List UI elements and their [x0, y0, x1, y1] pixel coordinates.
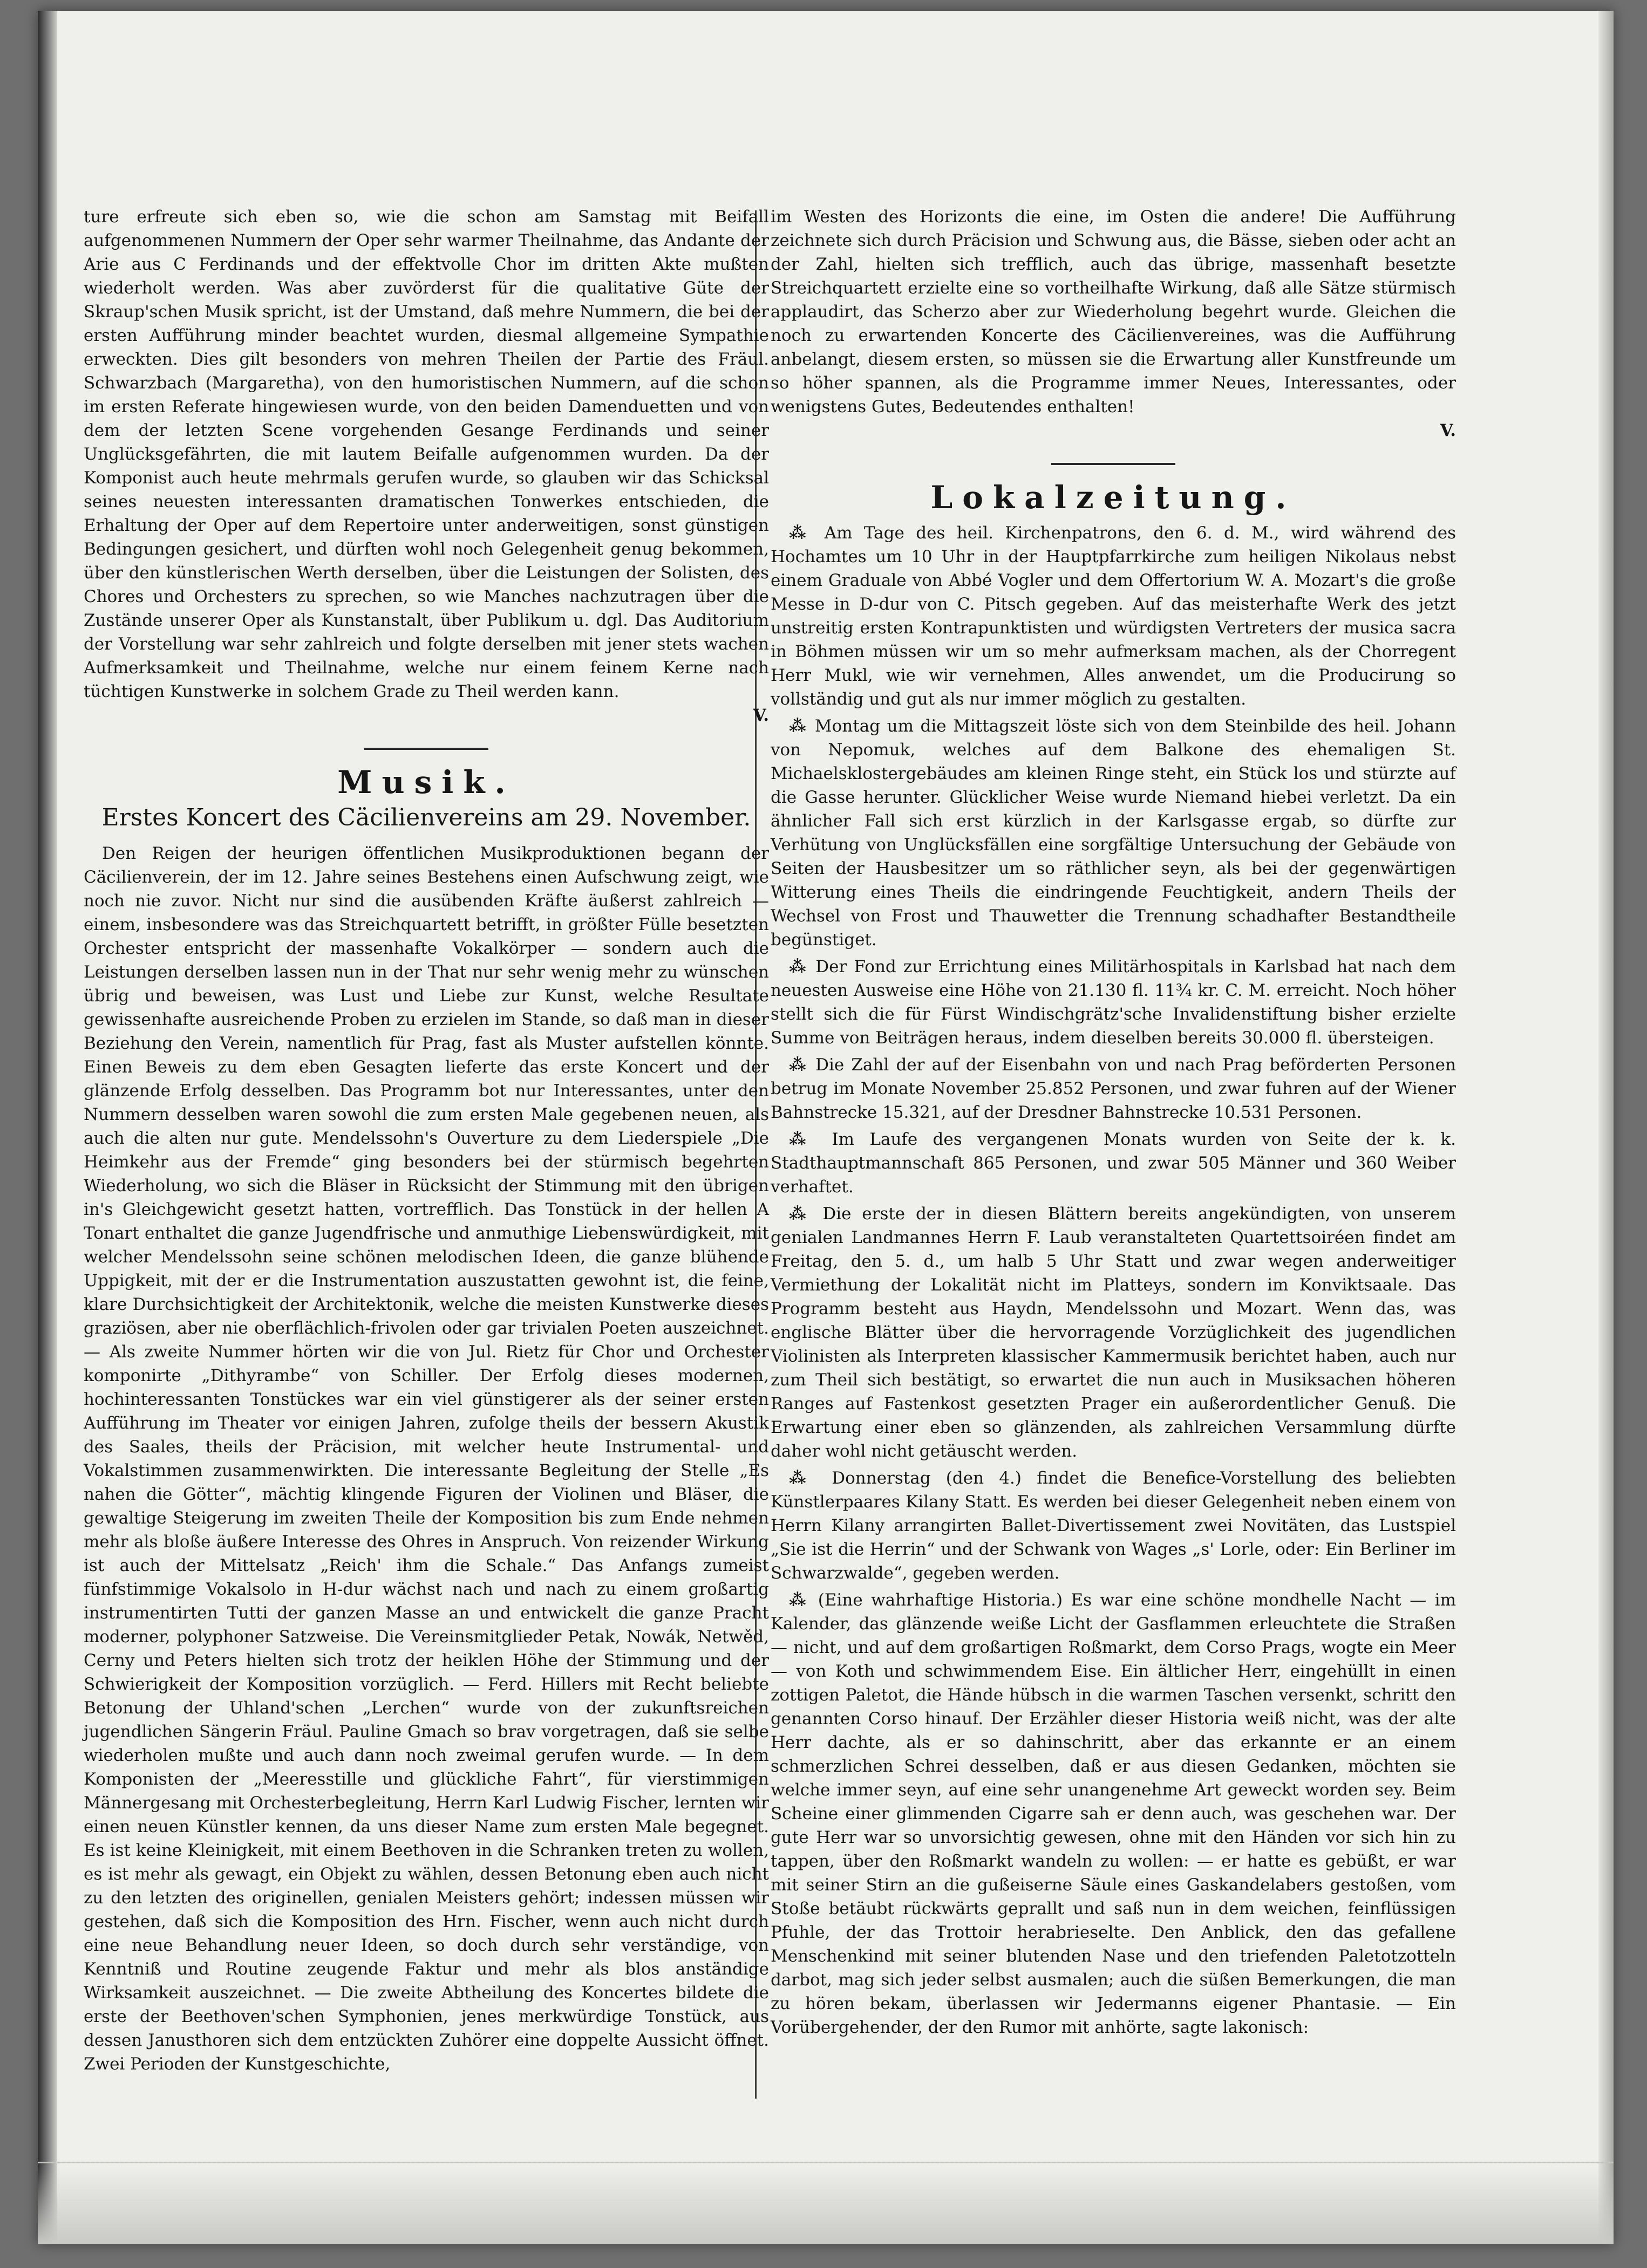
opera-review-continuation: ture erfreute sich eben so, wie die schon am Samstag mit Beifall aufgenommenen Nummern der Oper sehr warmer Theilnahme, das Andante der Arie aus C Ferdinands und der effektvolle Chor im dritten Akte mußten wiederholt werden. Was aber zuvörderst für die qualitative Güte der Skraup'schen Musik spricht, ist der Umstand, daß mehre Nummern, die bei der ersten Aufführung minder beachtet wurden, diesmal allgemeine Sympathie erweckten. Dies gilt besonders von mehren Theilen der Partie des Fräul. Schwarzbach (Margaretha), von den humoristischen Nummern, auf die schon im ersten Referate hingewiesen wurde, von den beiden Damenduetten und von dem der letzten Scene vorgehenden Gesange Ferdinands und seiner Unglücksgefährten, die mit lautem Beifalle aufgenommen wurden. Da der Komponist auch heute mehrmals gerufen wurde, so glauben wir das Schicksal seines neuesten interessanten dramatischen Tonwerkes entschieden, die Erhaltung der Oper auf dem Repertoire unter anderweitigen, sonst günstigen Bedingungen gesichert, und dürften wohl noch Gelegenheit genug bekommen, über den künstlerischen Werth derselben, über die Leistungen der Solisten, des Chores und Orchesters zu sprechen, so wie Manches nachzutragen über die Zustände unserer Oper als Kunstanstalt, über Publikum u. dgl. Das Auditorium der Vorstellung war sehr zahlreich und folgte derselben mit jener stets wachen Aufmerksamkeit und Theilnahme, welche nur einem feinem Kerne nach tüchtigen Kunstwerke in solchem Grade zu Theil werden kann. — [84, 207, 769, 701]
asterism-icon: ⁂ — [789, 523, 825, 543]
asterism-icon: ⁂ — [789, 1468, 832, 1488]
news-item: ⁂ Die Zahl der auf der Eisenbahn von und nach Prag beförderten Personen betrug im Monate November 25.852 Personen, und zwar fuhren auf der Wiener Bahnstrecke 15.321, auf der Dresdner Bahnstrecke 10.531 Personen. — [771, 1055, 1456, 1122]
concert-article-signature: V. — [1440, 421, 1456, 440]
music-section-title: Musik. — [337, 764, 515, 801]
concert-article-body: Den Reigen der heurigen öffentlichen Musikproduktionen begann der Cäcilienverein, der im 12. Jahre seines Bestehens einen Aufschwung zeigt, wie noch nie zuvor. Nicht nur sind die ausübenden Kräfte äußerst zahlreich — einem, insbesondere was das Streichquartett betrifft, in größter Fülle besetzten Orchester entspricht der massenhafte Vokalkörper — sondern auch die Leistungen derselben lassen nun in der That nur sehr wenig mehr zu wünschen übrig und beweisen, was Lust und Liebe zur Kunst, welche Resultate gewissenhafte ausreichende Proben zu erzielen im Stande, so daß man in dieser Beziehung den Verein, namentlich für Prag, fast als Muster aufstellen könnte. Einen Beweis zu dem eben Gesagten lieferte das erste Koncert und der glänzende Erfolg desselben. Das Programm bot nur Interessantes, unter den Nummern desselben waren sowohl die zum ersten Male gegebenen neuen, als auch die alten nur gute. Mendelssohn's Ouverture zu dem Liederspiele „Die Heimkehr aus der Fremde“ ging besonders bei der stürmisch begehrten Wiederholung, wo sich die Bläser in Rücksicht der Stimmung mit den übrigen in's Gleichgewicht gesetzt hatten, vortrefflich. Das Tonstück in der hellen A Tonart enthaltet die ganze Jugendfrische und anmuthige Liebenswürdigkeit, mit welcher Mendelssohn seine schönen melodischen Ideen, die ganze blühende Uppigkeit, mit der er die Instrumentation auszustatten gewohnt ist, die feine, klare Durchsichtigkeit der Architektonik, welche die meisten Kunstwerke dieses graziösen, aber nie oberflächlich-frivolen oder gar trivialen Poeten auszeichnet. — Als zweite Nummer hörten wir die von Jul. Rietz für Chor und Orchester komponirte „Dithyrambe“ von Schiller. Der Erfolg dieses modernen, hochinteressanten Tonstückes war ein viel günstigerer als der seiner ersten Aufführung im Theater vor einigen Jahren, zufolge theils der bessern Akustik des Saales, theils der Präcision, mit welcher heute Instrumental- und Vokalstimmen zusammenwirkten. Die interessante Begleitung der Stelle „Es nahen die Götter“, mächtig klingende Figuren der Violinen und Bläser, die gewaltige Steigerung im zweiten Theile der Komposition bis zum Ende nehmen mehr als bloße äußere Interesse des Ohres in Anspruch. Von reizender Wirkung ist auch der Mittelsatz „Reich' ihm die Schale.“ Das Anfangs zumeist fünfstimmige Vokalsolo in H-dur wächst nach und nach zu einem großartig instrumentirten Tutti der ganzen Masse an und entwickelt die ganze Pracht moderner, polyphoner Satzweise. Die Vereinsmitglieder Petak, Nowák, Netwěd, Cerny und Peters hielten sich trotz der heiklen Höhe der Stimmung und der Schwierigkeit der Komposition vorzüglich. — Ferd. Hillers mit Recht beliebte Betonung der Uhland'schen „Lerchen“ wurde von der zukunftsreichen jugendlichen Sängerin Fräul. Pauline Gmach so brav vorgetragen, daß sie selbe wiederholen mußte und auch dann noch zweimal gerufen wurde. — In dem Komponisten der „Meeresstille und glückliche Fahrt“, für vierstimmigen Männergesang mit Orchesterbegleitung, Herrn Karl Ludwig Fischer, lernten wir einen neuen Künstler kennen, da uns dieser Name zum ersten Male begegnet. Es ist keine Kleinigkeit, mit einem Beethoven in die Schranken treten zu wollen, es ist mehr als gewagt, ein Objekt zu wählen, dessen Betonung eben auch nicht zu den letzten des originellen, genialen Meisters gehört; indessen müssen wir gestehen, daß sich die Komposition des Hrn. Fischer, wenn auch nicht durch eine neue Behandlung neuer Ideen, so doch durch sehr verständige, von Kenntniß und Routine zeugende Faktur und mehr als blos anständige Wirksamkeit auszeichnet. — Die zweite Abtheilung des Koncertes bildete die erste der Beethoven'schen Symphonien, jenes merkwürdige Tonstück, aus dessen Janusthoren sich dem entzückten Zuhörer eine doppelte Aussicht öffnet. Zwei Perioden der Kunstgeschichte, — [84, 844, 769, 2074]
news-item: ⁂ Am Tage des heil. Kirchenpatrons, den 6. d. M., wird während des Hochamtes um 10 Uhr in der Hauptpfarrkirche zum heiligen Nikolaus nebst einem Graduale von Abbé Vogler und dem Offertorium W. A. Mozart's die große Messe in D-dur von C. Pitsch gegeben. Auf das meisterhafte Werk des jetzt unstreitig ersten Kontrapunktisten und würdigsten Vertreters der musica sacra in Böhmen müssen wir um so mehr aufmerksam machen, als der Chorregent Herr Mukl, wie wir vernehmen, Alles anwendet, um die Producirung so vollständig und gut als nur immer möglich zu gestalten. — [771, 523, 1456, 709]
page-right-edge — [1598, 11, 1614, 2244]
section-divider — [1051, 463, 1175, 465]
asterism-icon: ⁂ — [789, 716, 815, 736]
page-binding-shadow — [38, 11, 57, 2244]
asterism-icon: ⁂ — [789, 957, 816, 976]
local-news-section-title: Lokalzeitung. — [930, 479, 1296, 516]
right-column — [771, 205, 1456, 2042]
concert-article-title: Erstes Koncert des Cäcilienvereins am 29. November. — [101, 804, 751, 831]
section-divider — [364, 748, 488, 750]
news-item: ⁂ Die erste der in diesen Blättern bereits angekündigten, von unserem genialen Landmannes Herrn F. Laub veranstalteten Quartettsoiréen findet am Freitag, den 5. d., um halb 5 Uhr Statt und zwar wegen anderweitiger Vermiethung der Lokalität nicht im Platteys, sondern im Konviktsaale. Das Programm besteht aus Haydn, Mendelssohn und Mozart. Wenn das, was englische Blätter über die hervorragende Vorzüglichkeit des jugendlichen Violinisten als Interpreten klassischer Kammermusik berichtet haben, auch nur zum Theil sich bestätigt, so erwartet die nun auch in Musiksachen höheren Ranges auf Fastenkost gesetzten Prager ein außerordentlicher Genuß. Die Erwartung einer eben so glänzenden, als zahlreichen Versammlung dürfte daher wohl nicht getäuscht werden. — [771, 1204, 1456, 1461]
asterism-icon: ⁂ — [789, 1055, 816, 1075]
concert-article-continuation: im Westen des Horizonts die eine, im Osten die andere! Die Aufführung zeichnete sich durch Präcision und Schwung aus, die Bässe, sieben oder acht an der Zahl, hielten sich trefflich, auch das übrige, massenhaft besetzte Streichquartett erzielte eine so vortheilhafte Wirkung, daß alle Sätze stürmisch applaudirt, das Scherzo aber zur Wiederholung begehrt wurde. Gleichen die noch zu erwartenden Koncerte des Cäcilienvereines, was die Aufführung anbelangt, diesem ersten, so müssen sie die Erwartung aller Kunstfreunde um so höher spannen, als die Programme immer Neues, Interessantes, oder wenigstens Gutes, Bedeutendes enthalten! — [771, 207, 1456, 416]
left-column — [84, 205, 769, 2079]
asterism-icon: ⁂ — [789, 1130, 832, 1149]
asterism-icon: ⁂ — [789, 1590, 818, 1610]
news-item: ⁂ Der Fond zur Errichtung eines Militärhospitals in Karlsbad hat nach dem neuesten Ausweise eine Höhe von 21.130 fl. 11¾ kr. C. M. erreicht. Noch höher stellt sich die für Fürst Windischgrätz'sche Invalidenstiftung bisher erzielte Summe von Beiträgen heraus, indem dieselben bereits 30.000 fl. übersteigen. — [771, 957, 1456, 1048]
asterism-icon: ⁂ — [789, 1204, 823, 1224]
opera-review-signature: V. — [753, 706, 769, 725]
news-item: ⁂ Im Laufe des vergangenen Monats wurden von Seite der k. k. Stadthauptmannschaft 865 Personen, und zwar 505 Männer und 360 Weiber verhaftet. — [771, 1130, 1456, 1197]
news-item: ⁂ (Eine wahrhaftige Historia.) Es war eine schöne mondhelle Nacht — im Kalender, das glänzende weiße Licht der Gasflammen erleuchtete die Straßen — nicht, und auf dem großartigen Roßmarkt, dem Corso Prags, wogte ein Meer — von Koth und schwimmendem Eise. Ein ältlicher Herr, eingehüllt in einen zottigen Paletot, die Hände hübsch in die warmen Taschen versenkt, schritt den genannten Corso hinauf. Der Erzähler dieser Historia weiß nicht, was der alte Herr dachte, als er so dahinschritt, aber das erkannte er an einem schmerzlichen Schrei desselben, daß er aus diesen Gedanken, möchten sie welche immer seyn, auf eine sehr unangenehme Art geweckt worden sey. Beim Scheine einer glimmenden Cigarre sah er denn auch, was geschehen war. Der gute Herr war so unvorsichtig gewesen, ohne mit den Händen vor sich hin zu tappen, über den Roßmarkt wandeln zu wollen: — er hatte es gebüßt, er war mit seiner Stirn an die gußeiserne Säule eines Gaskandelabers gestoßen, vom Stoße betäubt rückwärts geprallt und saß nun in dem weichen, feinflüssigen Pfuhle, der das Trottoir herabrieselte. Den Anblick, den das gefallene Menschenkind mit seiner blutenden Nase und den triefenden Paletotzotteln darbot, mag sich jeder selbst ausmalen; auch die süßen Bemerkungen, die man zu hören bekam, überlassen wir Jedermanns eigener Phantasie. — Ein Vorübergehender, der den Rumor mit anhörte, sagte lakonisch: — [771, 1590, 1456, 2037]
news-item: ⁂ Donnerstag (den 4.) findet die Benefice-Vorstellung des beliebten Künstlerpaares Kilany Statt. Es werden bei dieser Gelegenheit neben einem von Herrn Kilany arrangirten Ballet-Divertissement zwei Novitäten, das Lustspiel „Sie ist die Herrin“ und der Schwank von Wages „s' Lorle, oder: Ein Berliner im Schwarzwalde“, gegeben werden. — [771, 1468, 1456, 1583]
page-bottom-edge — [38, 2162, 1614, 2244]
news-item: ⁂ Montag um die Mittagszeit löste sich von dem Steinbilde des heil. Johann von Nepomuk, welches auf dem Balkone des ehemaligen St. Michaelsklostergebäudes am kleinen Ringe steht, ein Stück los und stürzte auf die Gasse herunter. Glücklicher Weise wurde Niemand hiebei verletzt. Da ein ähnlicher Fall sich erst kürzlich in der Karlsgasse ergab, so dürfte zur Verhütung von Unglücksfällen eine sorgfältige Untersuchung der Gebäude von Seiten der Hausbesitzer um so räthlicher seyn, als bei der gegenwärtigen Witterung eines Theils die eindringende Feuchtigkeit, andern Theils der Wechsel von Frost und Thauwetter die Trennung schadhafter Bestandtheile begünstiget. — [771, 716, 1456, 949]
